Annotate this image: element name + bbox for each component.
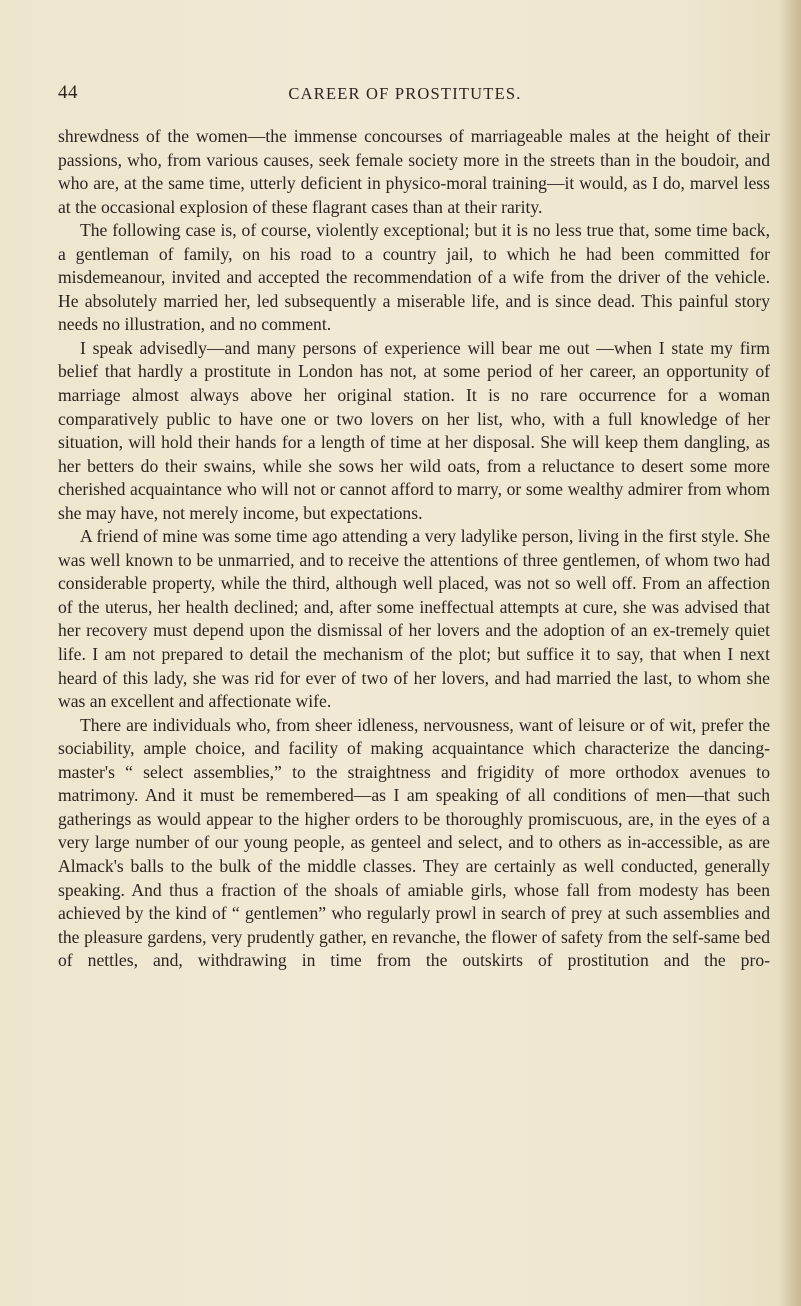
paragraph: There are individuals who, from sheer idleness, nervousness, want of leisure or of wit, prefer the sociability, ample choice, and facility of making acquaintance which characterize the dancing-master's “ select assemblies,” to the straightness and frigidity of more orthodox avenues to matrimony. And it must be remembered—as I am speaking of all conditions of men—that such gatherings as would appear to the higher orders to be thoroughly promiscuous, are, in the eyes of a very large number of our young people, as genteel and select, and to others as in-accessible, as are Almack's balls to the bulk of the middle classes. They are certainly as well conducted, generally speaking. And thus a fraction of the shoals of amiable girls, whose fall from modesty has been achieved by the kind of “ gentlemen” who regularly prowl in search of prey at such assemblies and the pleasure gardens, very prudently gather, en revanche, the flower of safety from the self-same bed of nettles, and, withdrawing in time from the outskirts of prostitution and the pro- [58, 714, 770, 971]
page-header [40, 82, 770, 110]
body-text [58, 125, 770, 973]
paragraph: shrewdness of the women—the immense concourses of marriageable males at the height of their passions, who, from various causes, seek female society more in the streets than in the boudoir, and who are, at the same time, utterly deficient in physico-moral training—it would, as I do, marvel less at the occasional explosion of these flagrant cases than at their rarity. [58, 126, 770, 217]
page-edge-shadow [779, 0, 801, 1306]
running-head: CAREER OF PROSTITUTES. [288, 84, 522, 103]
page-number: 44 [58, 82, 78, 103]
paragraph: The following case is, of course, violently exceptional; but it is no less true that, some time back, a gentleman of family, on his road to a country jail, to which he had been committed for misdemeanour, invited and accepted the recommendation of a wife from the driver of the vehicle. He absolutely married her, led subsequently a miserable life, and is since dead. This painful story needs no illustration, and no comment. [58, 220, 770, 335]
paragraph: A friend of mine was some time ago attending a very ladylike person, living in the first style. She was well known to be unmarried, and to receive the attentions of three gentlemen, of whom two had considerable property, while the third, although well placed, was not so well off. From an affection of the uterus, her health declined; and, after some ineffectual attempts at cure, she was advised that her recovery must depend upon the dismissal of her lovers and the adoption of an ex-tremely quiet life. I am not prepared to detail the mechanism of the plot; but suffice it to say, that when I next heard of this lady, she was rid for ever of two of her lovers, and had married the last, to whom she was an excellent and affectionate wife. [58, 526, 770, 712]
paragraph: I speak advisedly—and many persons of experience will bear me out —when I state my firm belief that hardly a prostitute in London has not, at some period of her career, an opportunity of marriage almost always above her original station. It is no rare occurrence for a woman comparatively public to have one or two lovers on her list, who, with a full knowledge of her situation, will hold their hands for a length of time at her disposal. She will keep them dangling, as her betters do their swains, while she sows her wild oats, from a reluctance to desert some more cherished acquaintance who will not or cannot afford to marry, or some wealthy admirer from whom she may have, not merely income, but expectations. [58, 337, 770, 523]
